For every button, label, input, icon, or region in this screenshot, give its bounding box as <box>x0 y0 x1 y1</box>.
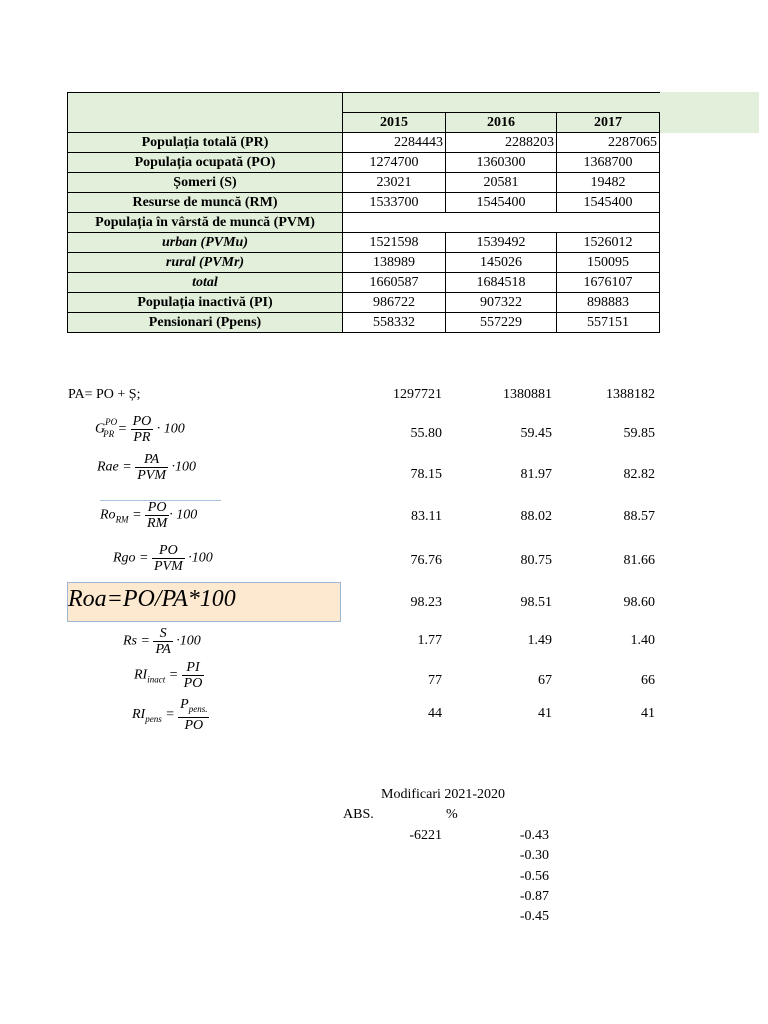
cell: 898883 <box>557 293 660 313</box>
table-row <box>68 293 660 313</box>
cell: 145026 <box>446 253 557 273</box>
table-row <box>68 133 660 153</box>
indicator-value: 98.23 <box>410 595 442 610</box>
cell: 2288203 <box>446 133 557 153</box>
cell: 557229 <box>446 313 557 333</box>
cell: 20581 <box>446 173 557 193</box>
table-corner-cell <box>68 93 343 133</box>
table-row <box>68 173 660 193</box>
cell: 1521598 <box>343 233 446 253</box>
row-label: total <box>68 273 343 293</box>
indicator-value: 41 <box>538 706 552 721</box>
abs-header: ABS. <box>343 807 374 822</box>
indicator-value: 83.11 <box>411 509 442 524</box>
rae-formula: Rae = $\frac{PA}{\text{PVM}}$ ·100 <box>97 452 196 483</box>
row-label: Populația totală (PR) <box>68 133 343 153</box>
rs-formula: Rs = $\frac{S}{PA}$ ·100 <box>123 626 201 657</box>
indicator-value: 59.85 <box>623 426 655 441</box>
indicator-value: 88.02 <box>520 509 552 524</box>
row-label: rural (PVMr) <box>68 253 343 273</box>
indicator-value: 66 <box>641 673 655 688</box>
cell: 558332 <box>343 313 446 333</box>
indicator-value: 98.60 <box>623 595 655 610</box>
cell: 1545400 <box>446 193 557 213</box>
indicator-value: 78.15 <box>410 467 442 482</box>
row-label: urban (PVMu) <box>68 233 343 253</box>
cell: 986722 <box>343 293 446 313</box>
cell: 2287065 <box>557 133 660 153</box>
indicator-value: 81.97 <box>520 467 552 482</box>
indicator-value: 80.75 <box>520 553 552 568</box>
cell: 1526012 <box>557 233 660 253</box>
pct-value: -0.56 <box>519 869 549 884</box>
abs-value: -6221 <box>409 828 442 843</box>
indicator-value: 1.77 <box>417 633 442 648</box>
indicator-value: 55.80 <box>410 426 442 441</box>
cell: 1545400 <box>557 193 660 213</box>
modificari-title: Modificari 2021-2020 <box>381 787 506 802</box>
gpr-formula: $G^{PO}_{PR}$ = $\frac{PO}{PR}$ · 100 <box>95 414 185 445</box>
table-row <box>68 233 660 253</box>
indicator-value: 41 <box>641 706 655 721</box>
indicator-value: 59.45 <box>520 426 552 441</box>
cell: 1676107 <box>557 273 660 293</box>
indicator-value: 88.57 <box>623 509 655 524</box>
indicator-value: 1.49 <box>527 633 552 648</box>
cell: 2284443 <box>343 133 446 153</box>
cell: 557151 <box>557 313 660 333</box>
header-fill-extension <box>657 92 759 133</box>
indicator-value: 82.82 <box>623 467 655 482</box>
pct-value: -0.43 <box>519 828 549 843</box>
pct-value: -0.45 <box>519 909 549 924</box>
population-table <box>67 92 660 333</box>
table-row <box>68 313 660 333</box>
table-row <box>68 213 660 233</box>
table-row <box>68 273 660 293</box>
indicator-value: 1.40 <box>630 633 655 648</box>
cell: 907322 <box>446 293 557 313</box>
indicator-value: 67 <box>538 673 552 688</box>
year-header: 2017 <box>557 113 660 133</box>
indicator-value: 76.76 <box>410 553 442 568</box>
indicator-value: 44 <box>428 706 442 721</box>
row-label: Populația în vârstă de muncă (PVM) <box>68 213 343 233</box>
cell: 23021 <box>343 173 446 193</box>
cell: 19482 <box>557 173 660 193</box>
indicator-value: 1380881 <box>503 387 552 402</box>
table-row <box>68 193 660 213</box>
pct-value: -0.87 <box>519 889 549 904</box>
cell: 1684518 <box>446 273 557 293</box>
cell: 138989 <box>343 253 446 273</box>
cell: 1274700 <box>343 153 446 173</box>
pct-value: -0.30 <box>519 848 549 863</box>
row-label: Pensionari (Ppens) <box>68 313 343 333</box>
indicator-value: 1388182 <box>606 387 655 402</box>
indicator-value: 98.51 <box>520 595 552 610</box>
rorm-formula: $Ro_{RM}$ = $\frac{PO}{RM}$ · 100 <box>100 500 198 531</box>
cell <box>343 213 660 233</box>
indicator-value: 77 <box>428 673 442 688</box>
row-label: Populația inactivă (PI) <box>68 293 343 313</box>
header-blank-cell <box>343 93 660 113</box>
table-row <box>68 153 660 173</box>
cell: 1533700 <box>343 193 446 213</box>
pct-header: % <box>446 807 458 822</box>
cell: 1660587 <box>343 273 446 293</box>
rgo-formula: Rgo = $\frac{PO}{\text{PVM}}$ ·100 <box>113 543 213 574</box>
pa-formula-label: PA= PO + Ș; <box>68 387 141 402</box>
year-header: 2016 <box>446 113 557 133</box>
row-label: Resurse de muncă (RM) <box>68 193 343 213</box>
indicator-value: 81.66 <box>623 553 655 568</box>
ri-inact-formula: $RI_{inact}$ = $\frac{PI}{PO}$ <box>134 660 203 691</box>
cell: 1360300 <box>446 153 557 173</box>
year-header: 2015 <box>343 113 446 133</box>
row-label: Populația ocupată (PO) <box>68 153 343 173</box>
cell: 150095 <box>557 253 660 273</box>
table-row <box>68 253 660 273</box>
cell: 1539492 <box>446 233 557 253</box>
ri-pens-formula: $RI_{pens}$ = $\frac{P_{pens.}}{PO}$ <box>132 697 208 733</box>
roa-formula-label: Roa=PO/PA*100 <box>68 586 236 612</box>
indicator-value: 1297721 <box>393 387 442 402</box>
cell: 1368700 <box>557 153 660 173</box>
row-label: Șomeri (S) <box>68 173 343 193</box>
